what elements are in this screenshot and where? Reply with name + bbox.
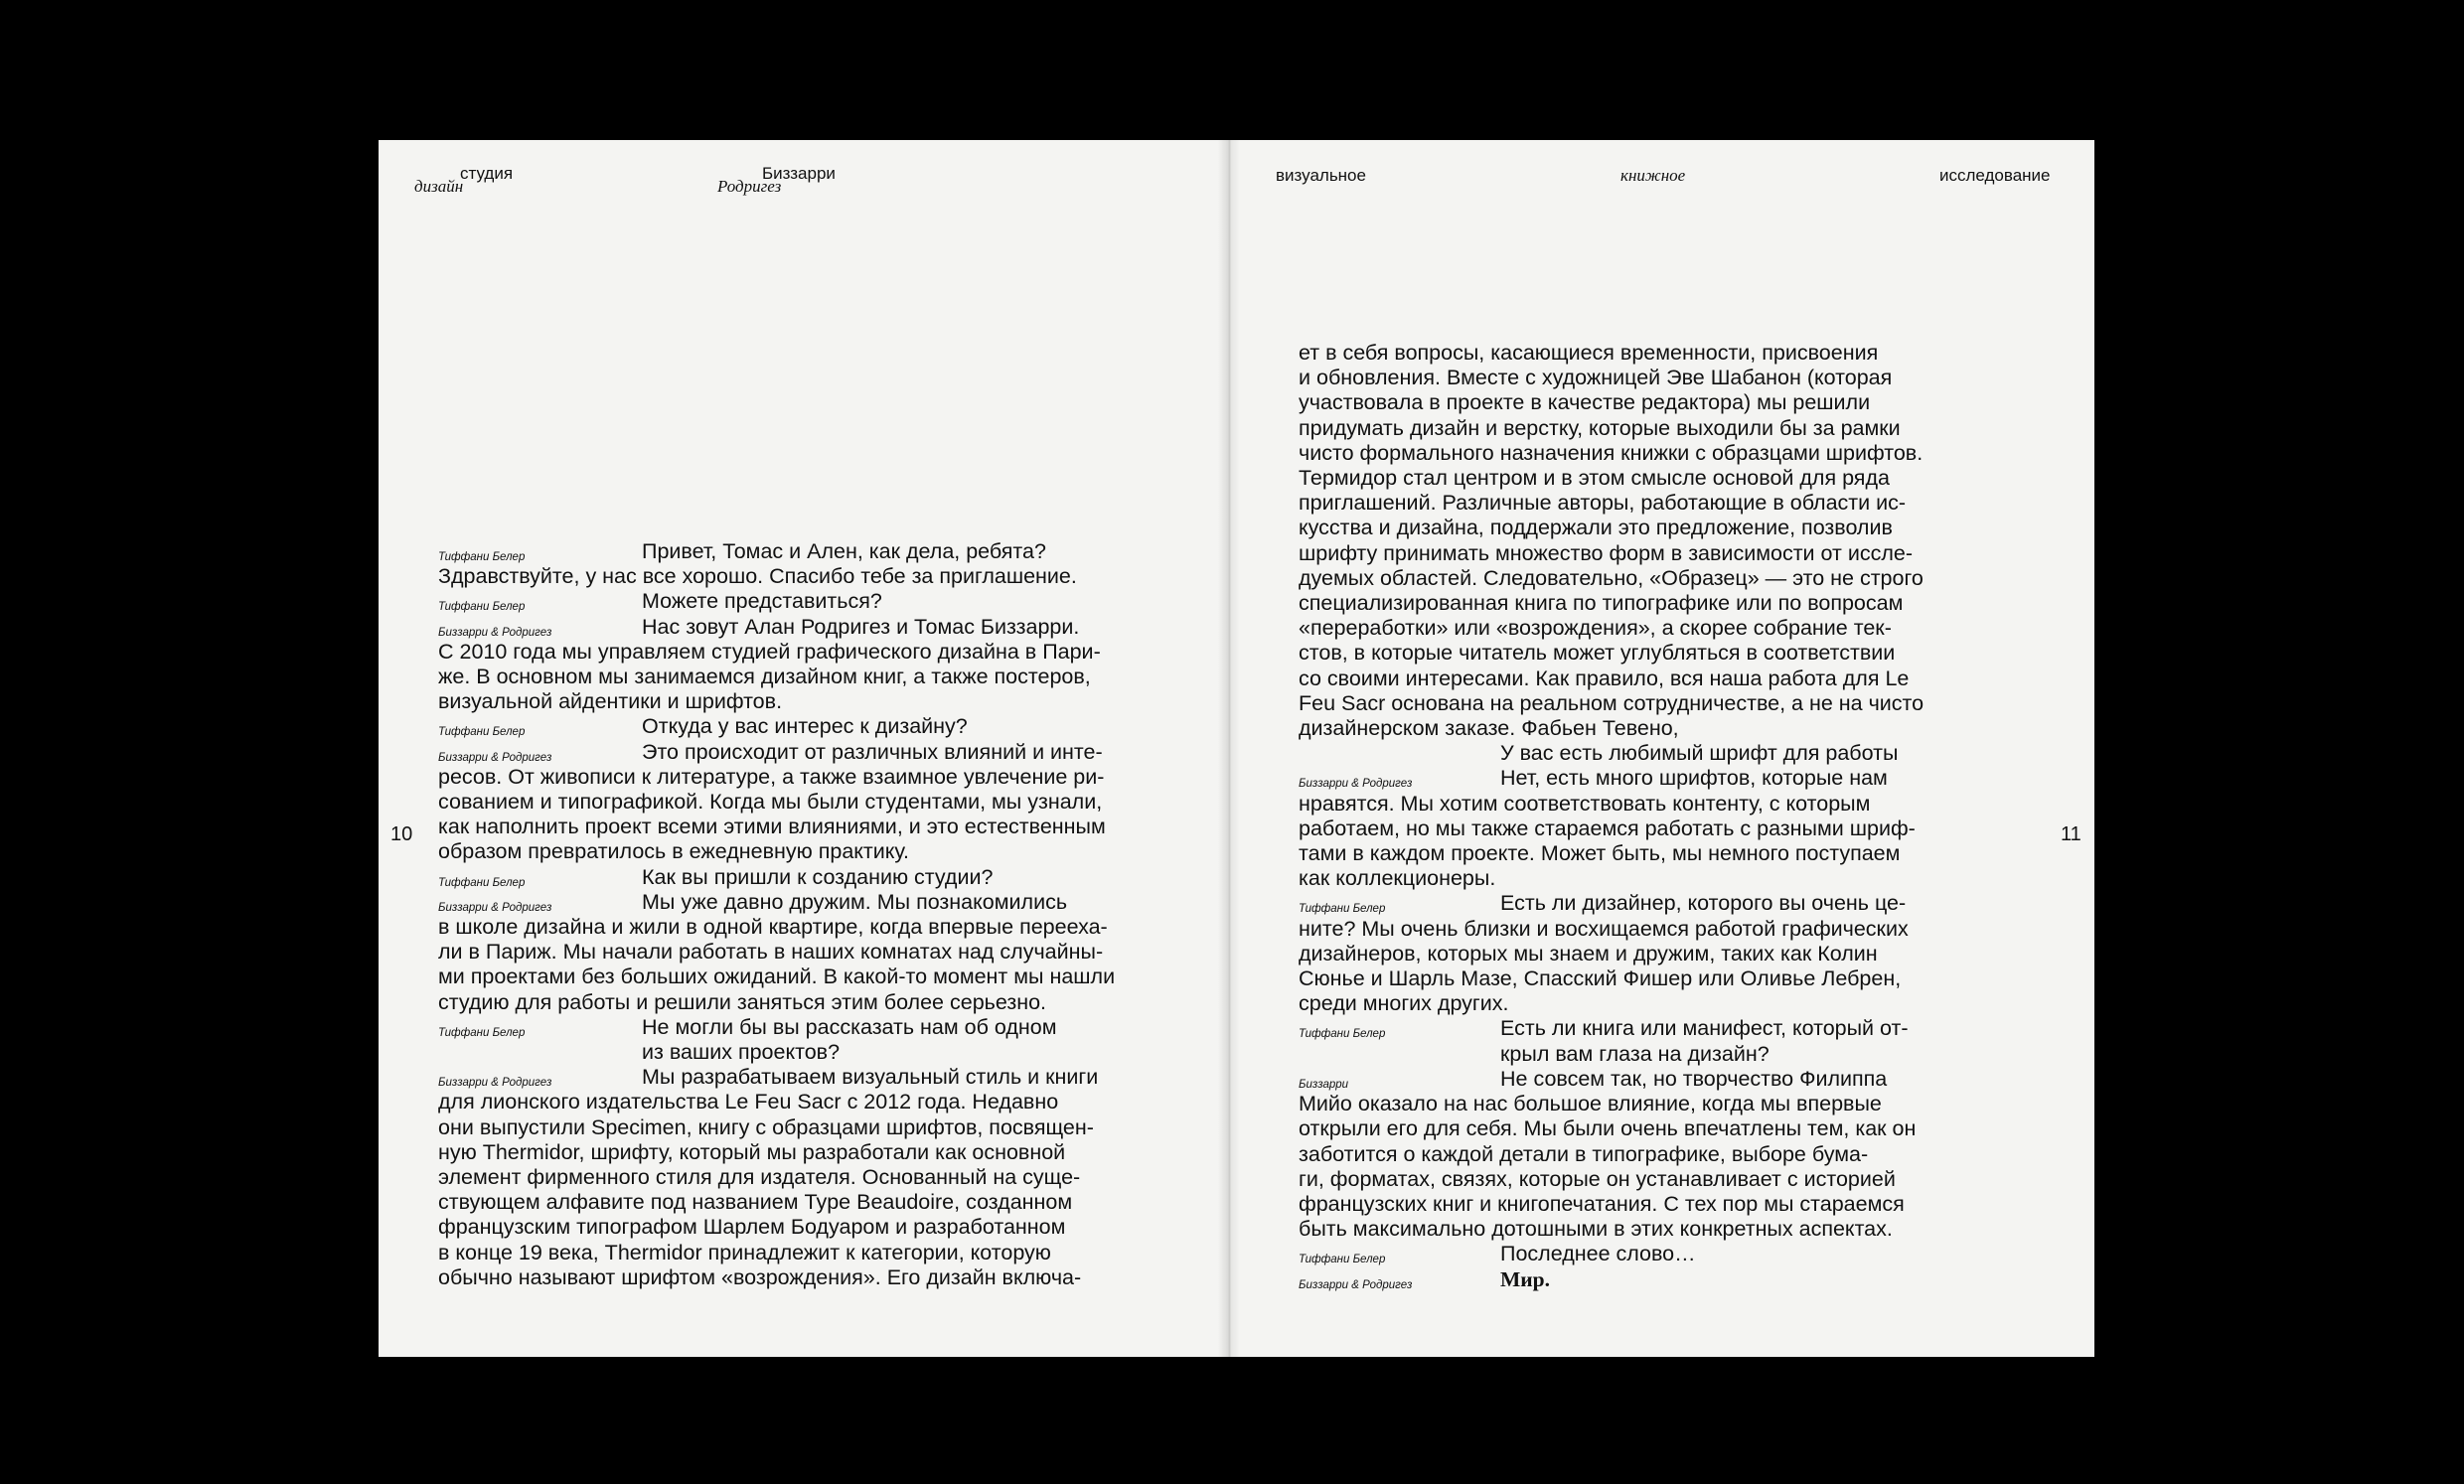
text-line [438, 589, 1115, 614]
text-line [1299, 891, 1924, 916]
speaker-label: Биззарри & Родригез [1299, 778, 1413, 791]
text-line [1299, 917, 1924, 942]
text-line [1299, 516, 1924, 540]
line-text: Можете представиться? [642, 589, 882, 614]
line-text: они выпустили Specimen, книгу с образцами шрифтов, посвящен- [438, 1114, 1094, 1139]
line-text: Привет, Томас и Ален, как дела, ребята? [642, 539, 1046, 563]
text-line [438, 815, 1115, 839]
speaker-label: Тиффани Белер [438, 726, 526, 739]
header-word-book: книжное [1620, 166, 1686, 185]
text-line [438, 839, 1115, 864]
line-text: придумать дизайн и верстку, которые выходили бы за рамки [1299, 415, 1901, 440]
line-text: среди многих других. [1299, 991, 1509, 1016]
text-line [1299, 966, 1924, 991]
line-text: «переработки» или «возрождения», а скорее собрание тек- [1299, 616, 1892, 641]
text-line [1299, 591, 1924, 616]
text-line [1299, 491, 1924, 516]
book-spine-shadow [1218, 140, 1240, 1357]
speaker-label: Биззарри & Родригез [1299, 1278, 1413, 1291]
text-line [1299, 667, 1924, 691]
line-text: дуемых областей. Следовательно, «Образец» — это не строго [1299, 565, 1924, 590]
line-text: из ваших проектов? [642, 1040, 841, 1065]
line-text: участвовала в проекте в качестве редактора) мы решили [1299, 390, 1871, 415]
line-text: образом превратилось в ежедневную практику. [438, 839, 909, 864]
speaker-label: Биззарри & Родригез [438, 626, 552, 639]
speaker-label: Тиффани Белер [438, 1026, 526, 1039]
text-line [438, 615, 1115, 640]
text-line [438, 665, 1115, 689]
text-line [1299, 366, 1924, 390]
line-text: У вас есть любимый шрифт для работы [1500, 741, 1899, 766]
line-text: приглашений. Различные авторы, работающие в области ис- [1299, 491, 1907, 516]
right-page [1228, 140, 2094, 1357]
speaker-label: Биззарри & Родригез [438, 751, 552, 764]
header-word-studio: студия [460, 164, 514, 183]
line-text: сованием и типографикой. Когда мы были студентами, мы узнали, [438, 790, 1103, 815]
speaker-label: Тиффани Белер [438, 551, 526, 563]
line-text: ет в себя вопросы, касающиеся временности, присвоения [1299, 341, 1879, 365]
line-text: Есть ли книга или манифест, который от- [1500, 1016, 1909, 1041]
speaker-label: Биззарри & Родригез [438, 1077, 552, 1090]
line-text: заботится о каждой детали в типографике, выборе бума- [1299, 1141, 1869, 1166]
line-text: Термидор стал центром и в этом смысле основой для ряда [1299, 466, 1890, 491]
text-line [438, 1040, 1115, 1065]
line-text: для лионского издательства Le Feu Sacr с 2012 года. Недавно [438, 1090, 1059, 1114]
line-text: кусства и дизайна, поддержали это предложение, позволив [1299, 516, 1893, 540]
text-line [438, 790, 1115, 815]
text-line [438, 1165, 1115, 1190]
text-line [438, 1140, 1115, 1165]
line-text: Как вы пришли к созданию студии? [642, 864, 994, 889]
header-word-design: дизайн [414, 177, 464, 196]
line-text: и обновления. Вместе с художницей Эве Шабанон (которая [1299, 366, 1893, 390]
text-line [1299, 1092, 1924, 1116]
line-text: быть максимально дотошными в этих конкретных аспектах. [1299, 1217, 1893, 1242]
line-text: Откуда у вас интерес к дизайну? [642, 714, 968, 739]
text-line [1299, 466, 1924, 491]
line-text: специализированная книга по типографике или по вопросам [1299, 591, 1904, 616]
text-line [1299, 816, 1924, 841]
text-line [1299, 716, 1924, 741]
text-line [1299, 1016, 1924, 1041]
line-text: ните? Мы очень близки и восхищаемся работой графических [1299, 916, 1909, 941]
speaker-label: Тиффани Белер [1299, 1028, 1386, 1041]
text-line [1299, 1116, 1924, 1141]
line-text: тами в каждом проекте. Может быть, мы немного поступаем [1299, 841, 1901, 866]
line-text: ную Thermidor, шрифту, который мы разработали как основной [438, 1139, 1066, 1164]
speaker-label: Тиффани Белер [438, 876, 526, 889]
line-text: как наполнить проект всеми этими влияниями, и это естественным [438, 815, 1106, 839]
speaker-label: Тиффани Белер [1299, 1254, 1386, 1266]
line-text: французским типографом Шарлем Бодуаром и разработанном [438, 1215, 1066, 1240]
line-text: ми проектами без больших ожиданий. В какой-то момент мы нашли [438, 965, 1116, 989]
line-text: со своими интересами. Как правило, вся наша работа для Le [1299, 666, 1910, 690]
text-line [438, 1015, 1115, 1040]
text-line [438, 1265, 1115, 1290]
line-text: визуальной айдентики и шрифтов. [438, 689, 783, 714]
text-line [1299, 942, 1924, 966]
line-text: ги, форматах, связях, которые он устанавливает с историей [1299, 1166, 1896, 1191]
header-word-research: исследование [1939, 166, 2051, 185]
line-text: Мы уже давно дружим. Мы познакомились [642, 889, 1068, 914]
text-line [1299, 416, 1924, 441]
line-text: Есть ли дизайнер, которого вы очень це- [1500, 891, 1907, 916]
text-line [1299, 1067, 1924, 1092]
text-line [438, 990, 1115, 1015]
page-number: 11 [2061, 823, 2081, 845]
text-line [438, 890, 1115, 915]
text-line [438, 965, 1115, 989]
text-line [438, 689, 1115, 714]
speaker-label: Тиффани Белер [438, 601, 526, 614]
header-word-visual: визуальное [1276, 166, 1366, 185]
line-text: Feu Sacr основана на реальном сотрудничестве, а не на чисто [1299, 690, 1925, 715]
line-text: Мийо оказало на нас большое влияние, когда мы впервые [1299, 1092, 1882, 1116]
line-text: шрифту принимать множество форм в зависимости от иссле- [1299, 540, 1913, 565]
text-line [1299, 1167, 1924, 1192]
line-text: крыл вам глаза на дизайн? [1500, 1041, 1770, 1066]
line-text: обычно называют шрифтом «возрождения». Его дизайн включа- [438, 1264, 1082, 1289]
text-line [1299, 390, 1924, 415]
line-text: нравятся. Мы хотим соответствовать контенту, с которым [1299, 791, 1871, 816]
text-line [1299, 541, 1924, 566]
text-line [1299, 841, 1924, 866]
text-line [1299, 441, 1924, 466]
line-text: Это происходит от различных влияний и инте- [642, 739, 1103, 764]
text-line [438, 1115, 1115, 1140]
line-text: ствующем алфавите под названием Type Beaudoire, созданном [438, 1190, 1073, 1215]
line-text: дизайнеров, которых мы знаем и дружим, таких как Колин [1299, 941, 1878, 965]
line-text: Мир. [1500, 1266, 1551, 1291]
text-line [1299, 341, 1924, 366]
line-text: как коллекционеры. [1299, 866, 1496, 891]
speaker-label: Биззарри [1299, 1078, 1349, 1091]
speaker-label: Биззарри & Родригез [438, 901, 552, 914]
text-line [438, 539, 1115, 564]
text-line [1299, 1192, 1924, 1217]
line-text: стов, в которые читатель может углубляться в соответствии [1299, 641, 1896, 666]
line-text: Здравствуйте, у нас все хорошо. Спасибо тебе за приглашение. [438, 564, 1077, 589]
line-text: французских книг и книгопечатания. С тех пор мы стараемся [1299, 1191, 1905, 1216]
text-line [438, 1065, 1115, 1090]
text-line [438, 1241, 1115, 1265]
text-line [1299, 991, 1924, 1016]
interview-text-right [1299, 341, 1924, 1292]
text-line [438, 1190, 1115, 1215]
header-word-bizzarri: Биззарри [762, 164, 836, 183]
text-line [1299, 792, 1924, 816]
left-page [379, 140, 1228, 1357]
text-line [1299, 691, 1924, 716]
text-line [438, 765, 1115, 790]
line-text: дизайнерском заказе. Фабьен Тевено, [1299, 716, 1679, 741]
header-word-rodriguez: Родригез [717, 177, 782, 196]
text-line [1299, 1242, 1924, 1266]
text-line [438, 1215, 1115, 1240]
text-line [438, 714, 1115, 739]
line-text: Нас зовут Алан Родригез и Томас Биззарри. [642, 614, 1080, 639]
line-text: ресов. От живописи к литературе, а также взаимное увлечение ри- [438, 764, 1105, 789]
line-text: Не могли бы вы рассказать нам об одном [642, 1014, 1057, 1039]
text-line [438, 564, 1115, 589]
line-text: элемент фирменного стиля для издателя. Основанный на суще- [438, 1165, 1081, 1190]
text-line [1299, 766, 1924, 791]
text-line [438, 940, 1115, 965]
line-text: же. В основном мы занимаемся дизайном книг, а также постеров, [438, 665, 1091, 689]
text-line [438, 640, 1115, 665]
speaker-label: Тиффани Белер [1299, 903, 1386, 916]
line-text: в конце 19 века, Thermidor принадлежит к категории, которую [438, 1240, 1051, 1264]
line-text: С 2010 года мы управляем студией графического дизайна в Пари- [438, 639, 1101, 664]
line-text: Сюнье и Шарль Мазе, Спасский Фишер или Оливье Лебрен, [1299, 966, 1902, 991]
text-line [438, 865, 1115, 890]
text-line [1299, 1217, 1924, 1242]
text-line [1299, 1142, 1924, 1167]
line-text: чисто формального назначения книжки с образцами шрифтов. [1299, 440, 1924, 465]
text-line [1299, 566, 1924, 591]
text-line [1299, 741, 1924, 766]
interview-text-left [438, 539, 1115, 1290]
line-text: Не совсем так, но творчество Филиппа [1500, 1066, 1888, 1091]
line-text: Мы разрабатываем визуальный стиль и книги [642, 1065, 1099, 1090]
text-line [1299, 641, 1924, 666]
line-text: Нет, есть много шрифтов, которые нам [1500, 766, 1888, 791]
line-text: студию для работы и решили заняться этим более серьезно. [438, 989, 1047, 1014]
text-line [1299, 1267, 1924, 1292]
text-line [1299, 866, 1924, 891]
text-line [438, 1090, 1115, 1114]
line-text: работаем, но мы также стараемся работать с разными шриф- [1299, 816, 1916, 840]
text-line [438, 740, 1115, 765]
text-line [1299, 1042, 1924, 1067]
text-line [1299, 616, 1924, 641]
page-number: 10 [390, 823, 413, 845]
line-text: открыли его для себя. Мы были очень впечатлены тем, как он [1299, 1116, 1917, 1141]
line-text: Последнее слово… [1500, 1242, 1696, 1266]
line-text: в школе дизайна и жили в одной квартире, когда впервые перееха- [438, 915, 1108, 940]
line-text: ли в Париж. Мы начали работать в наших комнатах над случайны- [438, 940, 1104, 965]
text-line [438, 915, 1115, 940]
